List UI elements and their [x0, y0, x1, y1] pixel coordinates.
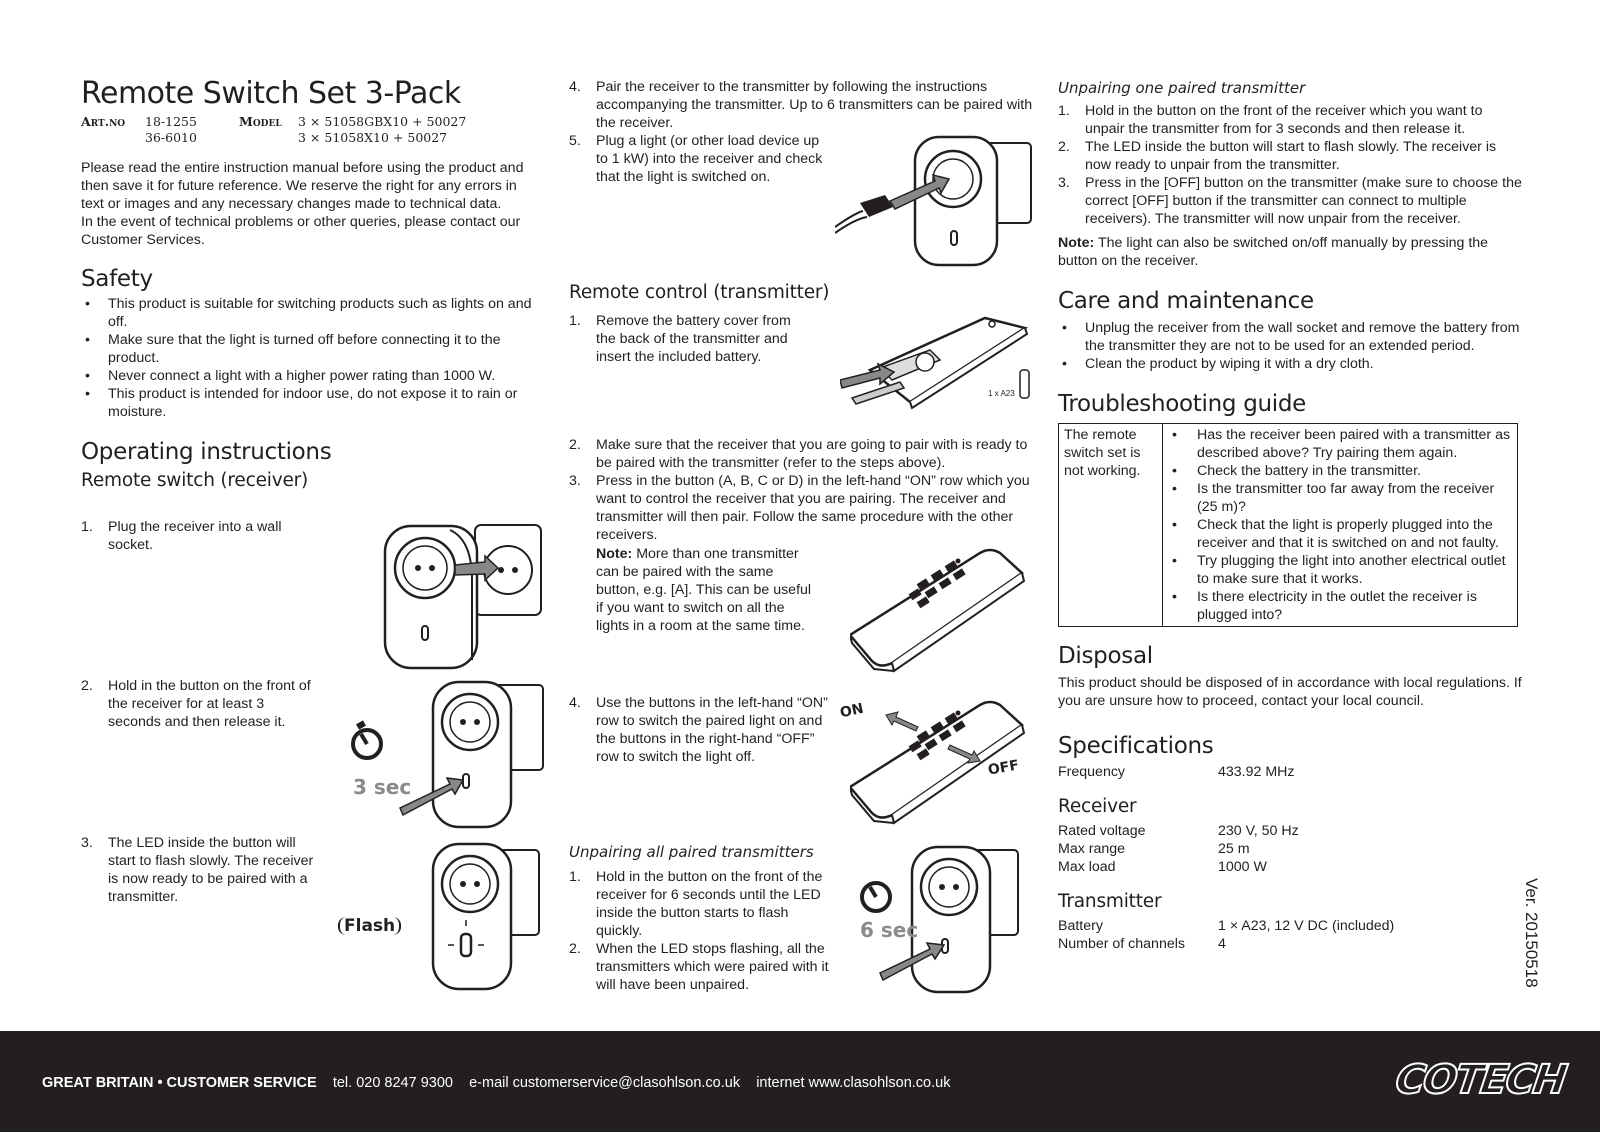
- column-3: [1058, 78, 1523, 953]
- list-item: [1058, 102, 1523, 138]
- troubleshooting-table: [1058, 423, 1518, 627]
- safety-heading: Safety: [81, 266, 153, 292]
- article-numbers: [81, 114, 541, 146]
- version-label: Ver. 20150518: [1522, 878, 1541, 988]
- list-item: [81, 677, 316, 731]
- spec-label: Max range: [1058, 841, 1126, 857]
- safety-list: [81, 295, 541, 421]
- unpair-one-heading: Unpairing one paired transmitter: [1058, 79, 1306, 97]
- spec-label: Frequency: [1058, 764, 1126, 780]
- list-item: • Never connect a light with a higher power rating than 1000 W.: [81, 367, 541, 385]
- step-text: When the LED stops flashing, all the transmitters which were paired with it will have been unpaired.: [596, 941, 829, 993]
- step-number: 4.: [569, 79, 581, 95]
- receiver-steps-4: [569, 78, 1039, 132]
- problem-cell: The remote switch set is not working.: [1059, 424, 1163, 627]
- off-label: OFF: [986, 757, 1021, 779]
- list-item: • Is there electricity in the outlet the receiver is plugged into?: [1168, 588, 1512, 624]
- operating-heading: Operating instructions: [81, 439, 332, 465]
- specs-receiver-heading: Receiver: [1058, 796, 1137, 817]
- care-list: [1058, 319, 1523, 373]
- list-item: [569, 436, 1041, 472]
- step-text: Hold in the button on the front of the receiver for at least 3 seconds and then release it.: [108, 678, 311, 730]
- transmitter-note: [596, 545, 816, 635]
- disposal-heading: Disposal: [1058, 643, 1153, 669]
- step-text: Plug a light (or other load device up to 1 kW) into the receiver and check that the light is switched on.: [596, 133, 823, 185]
- art-no-label: Art.no: [81, 114, 126, 129]
- intro-paragraph: In the event of technical problems or other queries, please contact our Customer Services.: [81, 214, 521, 248]
- list-item: • This product is suitable for switching products such as lights on and off.: [81, 295, 541, 331]
- step-number: 2.: [1058, 139, 1070, 155]
- hold-3sec-illustration: [345, 680, 545, 830]
- footer-region: GREAT BRITAIN • CUSTOMER SERVICE: [42, 1075, 317, 1091]
- spec-value: 230 V, 50 Hz: [1218, 823, 1299, 839]
- intro-paragraph: Please read the entire instruction manual before using the product and then save it for future reference. We reserve the right for any errors in text or images and any necessary changes made to technical data.: [81, 160, 524, 212]
- step-text: The LED inside the button will start to flash slowly. The receiver is now ready to be paired with a transmitter.: [108, 835, 314, 905]
- transmitter-illustration: [850, 545, 1030, 685]
- column-1: [81, 76, 541, 493]
- on-label: ON: [838, 700, 866, 722]
- step-number: 2.: [81, 678, 93, 694]
- page-title: Remote Switch Set 3-Pack: [81, 76, 461, 111]
- unpair-note: [1058, 234, 1523, 270]
- step-number: 4.: [569, 695, 581, 711]
- step-number: 3.: [569, 473, 581, 489]
- transmitter-heading: Remote control (transmitter): [569, 282, 830, 303]
- list-item: [81, 834, 326, 906]
- note-text: The light can also be switched on/off manually by pressing the button on the receiver.: [1058, 235, 1489, 269]
- step-number: 3.: [81, 835, 93, 851]
- brand-wordmark: COTECH: [1392, 1057, 1569, 1103]
- step-text: Hold in the button on the front of the receiver for 6 seconds until the LED inside the button starts to flash quickly.: [596, 869, 823, 939]
- battery-illustration: [840, 310, 1040, 420]
- battery-label: 1 x A23: [988, 389, 1015, 398]
- light-plug-illustration: [835, 135, 1035, 270]
- flash-label: Flash: [338, 917, 401, 935]
- spec-label: Battery: [1058, 918, 1103, 934]
- receiver-steps-2: [81, 677, 316, 731]
- checks-cell: [1163, 424, 1518, 627]
- step-text: Press in the button (A, B, C or D) in the left-hand “ON” row which you want to control the receiver that you are pairing. The receiver and transmitter will then pair. Follow the same procedure with the other receivers.: [596, 473, 1030, 543]
- footer: [0, 1031, 1600, 1132]
- step-text: Hold in the button on the front of the receiver which you want to unpair the transmitter from for 3 seconds and then release it.: [1085, 103, 1483, 137]
- spec-label: Rated voltage: [1058, 823, 1146, 839]
- spec-value: 25 m: [1218, 841, 1250, 857]
- step-number: 2.: [569, 941, 581, 957]
- step-text: Plug the receiver into a wall socket.: [108, 519, 282, 553]
- model-label: Model: [239, 114, 282, 129]
- list-item: [569, 694, 829, 766]
- list-item: • Try plugging the light into another electrical outlet to make sure that it works.: [1168, 552, 1512, 588]
- table-row: [1059, 424, 1518, 627]
- step-number: 3.: [1058, 175, 1070, 191]
- brand-logo: [1392, 1055, 1569, 1105]
- footer-email[interactable]: e-mail customerservice@clasohlson.co.uk: [469, 1075, 741, 1091]
- list-item: • Unplug the receiver from the wall socket and remove the battery from the transmitter they are not to be used for an extended period.: [1058, 319, 1523, 355]
- list-item: [1058, 174, 1523, 228]
- footer-contact: [42, 1074, 950, 1092]
- step-number: 1.: [1058, 103, 1070, 119]
- disposal-text: This product should be disposed of in accordance with local regulations. If you are unsure how to proceed, contact your local council.: [1058, 675, 1522, 709]
- spec-value: 4: [1218, 936, 1226, 952]
- receiver-heading: Remote switch (receiver): [81, 470, 309, 491]
- step-number: 2.: [569, 437, 581, 453]
- footer-tel[interactable]: tel. 020 8247 9300: [332, 1075, 453, 1091]
- list-item: [569, 940, 831, 994]
- receiver-steps-5: [569, 132, 831, 186]
- list-item: • Check that the light is properly plugged into the receiver and that it is switched on and not faulty.: [1168, 516, 1512, 552]
- note-text: More than one transmitter can be paired with the same button, e.g. [A]. This can be useful if you want to switch on all the lights in a room at the same time.: [596, 546, 812, 634]
- receiver-steps-3: [81, 834, 326, 906]
- on-off-illustration: [838, 697, 1030, 837]
- list-item: [569, 132, 831, 186]
- transmitter-steps-2: [569, 436, 1041, 544]
- flash-illustration: [338, 842, 543, 992]
- list-item: • This product is intended for indoor use, do not expose it to rain or moisture.: [81, 385, 541, 421]
- art-no-2: 36-6010: [145, 130, 197, 145]
- spec-row: [1058, 822, 1523, 840]
- spec-value: 1 × A23, 12 V DC (included): [1218, 918, 1395, 934]
- transmitter-steps-3: [569, 694, 829, 766]
- list-item: • Check the battery in the transmitter.: [1168, 462, 1512, 480]
- spec-label: Max load: [1058, 859, 1116, 875]
- spec-row: [1058, 840, 1523, 858]
- list-item: • Is the transmitter too far away from the receiver (25 m)?: [1168, 480, 1512, 516]
- spec-value: 1000 W: [1218, 859, 1267, 875]
- list-item: [569, 472, 1041, 544]
- troubleshooting-heading: Troubleshooting guide: [1058, 391, 1307, 417]
- 6sec-label: 6 sec: [860, 918, 919, 942]
- spec-label: Number of channels: [1058, 936, 1185, 952]
- step-text: The LED inside the button will start to flash slowly. The receiver is now ready to unpair from the transmitter.: [1085, 139, 1497, 173]
- step-number: 1.: [81, 519, 93, 535]
- specs-transmitter-heading: Transmitter: [1058, 891, 1162, 912]
- list-item: • Make sure that the light is turned off before connecting it to the product.: [81, 331, 541, 367]
- step-text: Press in the [OFF] button on the transmitter (make sure to choose the correct [OFF] button if the transmitter can connect to multiple receivers). The transmitter will now unpair from the receiver.: [1085, 175, 1522, 227]
- list-item: [569, 312, 814, 366]
- list-item: [81, 518, 316, 554]
- step-number: 1.: [569, 313, 581, 329]
- footer-internet[interactable]: internet www.clasohlson.co.uk: [756, 1075, 951, 1091]
- note-label: Note:: [1058, 235, 1095, 251]
- receiver-steps-1: [81, 518, 316, 554]
- step-text: Make sure that the receiver that you are going to pair with is ready to be paired with the transmitter (refer to the steps above).: [596, 437, 1028, 471]
- unpair-one-steps: [1058, 102, 1523, 228]
- model-1: 3 × 51058GBX10 + 50027: [298, 114, 467, 129]
- step-text: Use the buttons in the left-hand “ON” row to switch the paired light on and the buttons in the right-hand “OFF” row to switch the light off.: [596, 695, 828, 765]
- transmitter-steps-1: [569, 312, 814, 366]
- step-text: Pair the receiver to the transmitter by following the instructions accompanying the transmitter. Up to 6 transmitters can be paired with the receiver.: [596, 79, 1033, 131]
- step-text: Remove the battery cover from the back of the transmitter and insert the included battery.: [596, 313, 791, 365]
- list-item: • Has the receiver been paired with a transmitter as described above? Try pairing them again.: [1168, 426, 1512, 462]
- spec-row: [1058, 763, 1523, 781]
- spec-row: [1058, 935, 1523, 953]
- list-item: [569, 868, 831, 940]
- specs-heading: Specifications: [1058, 733, 1214, 759]
- unpair-all-heading: Unpairing all paired transmitters: [569, 843, 814, 861]
- spec-row: [1058, 858, 1523, 876]
- step-number: 1.: [569, 869, 581, 885]
- list-item: • Clean the product by wiping it with a dry cloth.: [1058, 355, 1523, 373]
- spec-row: [1058, 917, 1523, 935]
- step-number: 5.: [569, 133, 581, 149]
- 3sec-label: 3 sec: [353, 775, 412, 799]
- list-item: [569, 78, 1039, 132]
- hold-6sec-illustration: [850, 845, 1030, 995]
- art-no-1: 18-1255: [145, 114, 197, 129]
- care-heading: Care and maintenance: [1058, 288, 1314, 314]
- spec-value: 433.92 MHz: [1218, 764, 1295, 780]
- note-label: Note:: [596, 546, 633, 562]
- unpair-all-steps: [569, 868, 831, 994]
- model-2: 3 × 51058X10 + 50027: [298, 130, 448, 145]
- list-item: [1058, 138, 1523, 174]
- intro: [81, 159, 541, 249]
- receiver-plug-illustration: [380, 520, 545, 675]
